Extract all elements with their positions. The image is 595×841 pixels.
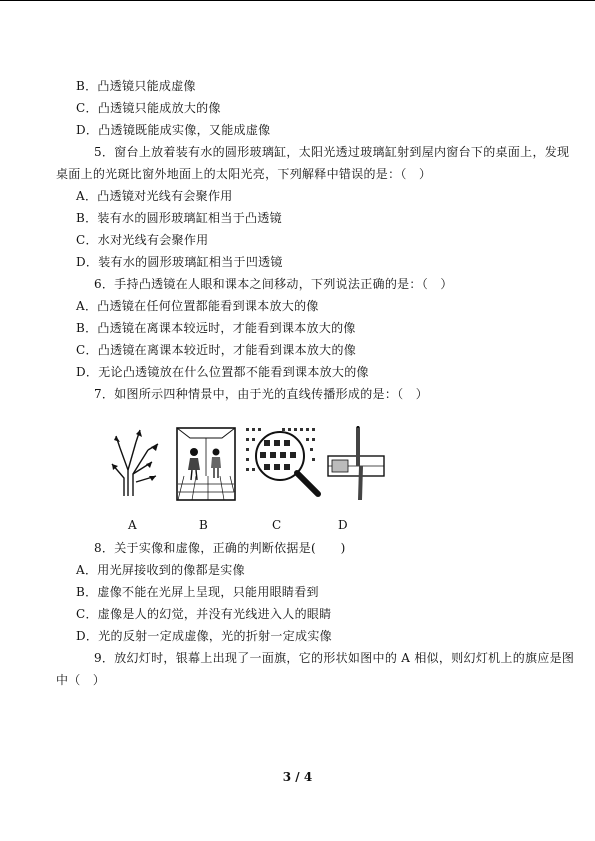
q6-option-a: A．凸透镜在任何位置都能看到课本放大的像 [76, 299, 319, 313]
q5-option-a: A．凸透镜对光线有会聚作用 [76, 189, 233, 203]
figure-label-c: C [272, 518, 282, 532]
q6-option-b: B．凸透镜在离课本较远时，才能看到课本放大的像 [76, 321, 356, 335]
q6-option-c: C．凸透镜在离课本较近时，才能看到课本放大的像 [76, 343, 357, 357]
q5-option-d: D．装有水的圆形玻璃缸相当于凹透镜 [76, 255, 283, 269]
figure-d-pencil-in-water [326, 426, 392, 502]
figure-b-mirror-room [174, 426, 238, 502]
q8-stem: 8．关于实像和虚像，正确的判断依据是( ) [94, 541, 346, 555]
q5-option-c: C．水对光线有会聚作用 [76, 233, 209, 247]
q9-stem-line1: 9．放幻灯时，银幕上出现了一面旗，它的形状如图中的 A 相似，则幻灯机上的旗应是图 [94, 651, 575, 665]
q7-figure-row [98, 426, 398, 502]
figure-label-a: A [128, 518, 137, 532]
q8-option-b: B．虚像不能在光屏上呈现，只能用眼睛看到 [76, 585, 319, 599]
q4-option-b: B．凸透镜只能成虚像 [76, 79, 196, 93]
q8-option-a: A．用光屏接收到的像都是实像 [76, 563, 245, 577]
q7-stem: 7．如图所示四种情景中，由于光的直线传播形成的是：（ ） [94, 387, 429, 401]
figure-label-b: B [199, 518, 208, 532]
q5-option-b: B．装有水的圆形玻璃缸相当于凸透镜 [76, 211, 282, 225]
top-rule [0, 0, 595, 1]
q4-option-c: C．凸透镜只能成放大的像 [76, 101, 221, 115]
figure-c-magnifier [244, 426, 326, 502]
q5-stem-line2: 桌面上的光斑比窗外地面上的太阳光亮，下列解释中错误的是：（ ） [56, 167, 432, 181]
q9-stem-line2: 中（ ） [56, 673, 106, 687]
figure-label-d: D [338, 518, 348, 532]
q8-option-d: D．光的反射一定成虚像，光的折射一定成实像 [76, 629, 332, 643]
q6-stem: 6．手持凸透镜在人眼和课本之间移动，下列说法正确的是：（ ） [94, 277, 453, 291]
page-number: 3 / 4 [282, 770, 313, 784]
q5-stem-line1: 5．窗台上放着装有水的圆形玻璃缸，太阳光透过玻璃缸射到屋内窗台下的桌面上，发现 [94, 145, 570, 159]
q4-option-d: D．凸透镜既能成实像，又能成虚像 [76, 123, 271, 137]
figure-a-reeds [106, 426, 166, 502]
q8-option-c: C．虚像是人的幻觉，并没有光线进入人的眼睛 [76, 607, 332, 621]
q6-option-d: D．无论凸透镜放在什么位置都不能看到课本放大的像 [76, 365, 369, 379]
